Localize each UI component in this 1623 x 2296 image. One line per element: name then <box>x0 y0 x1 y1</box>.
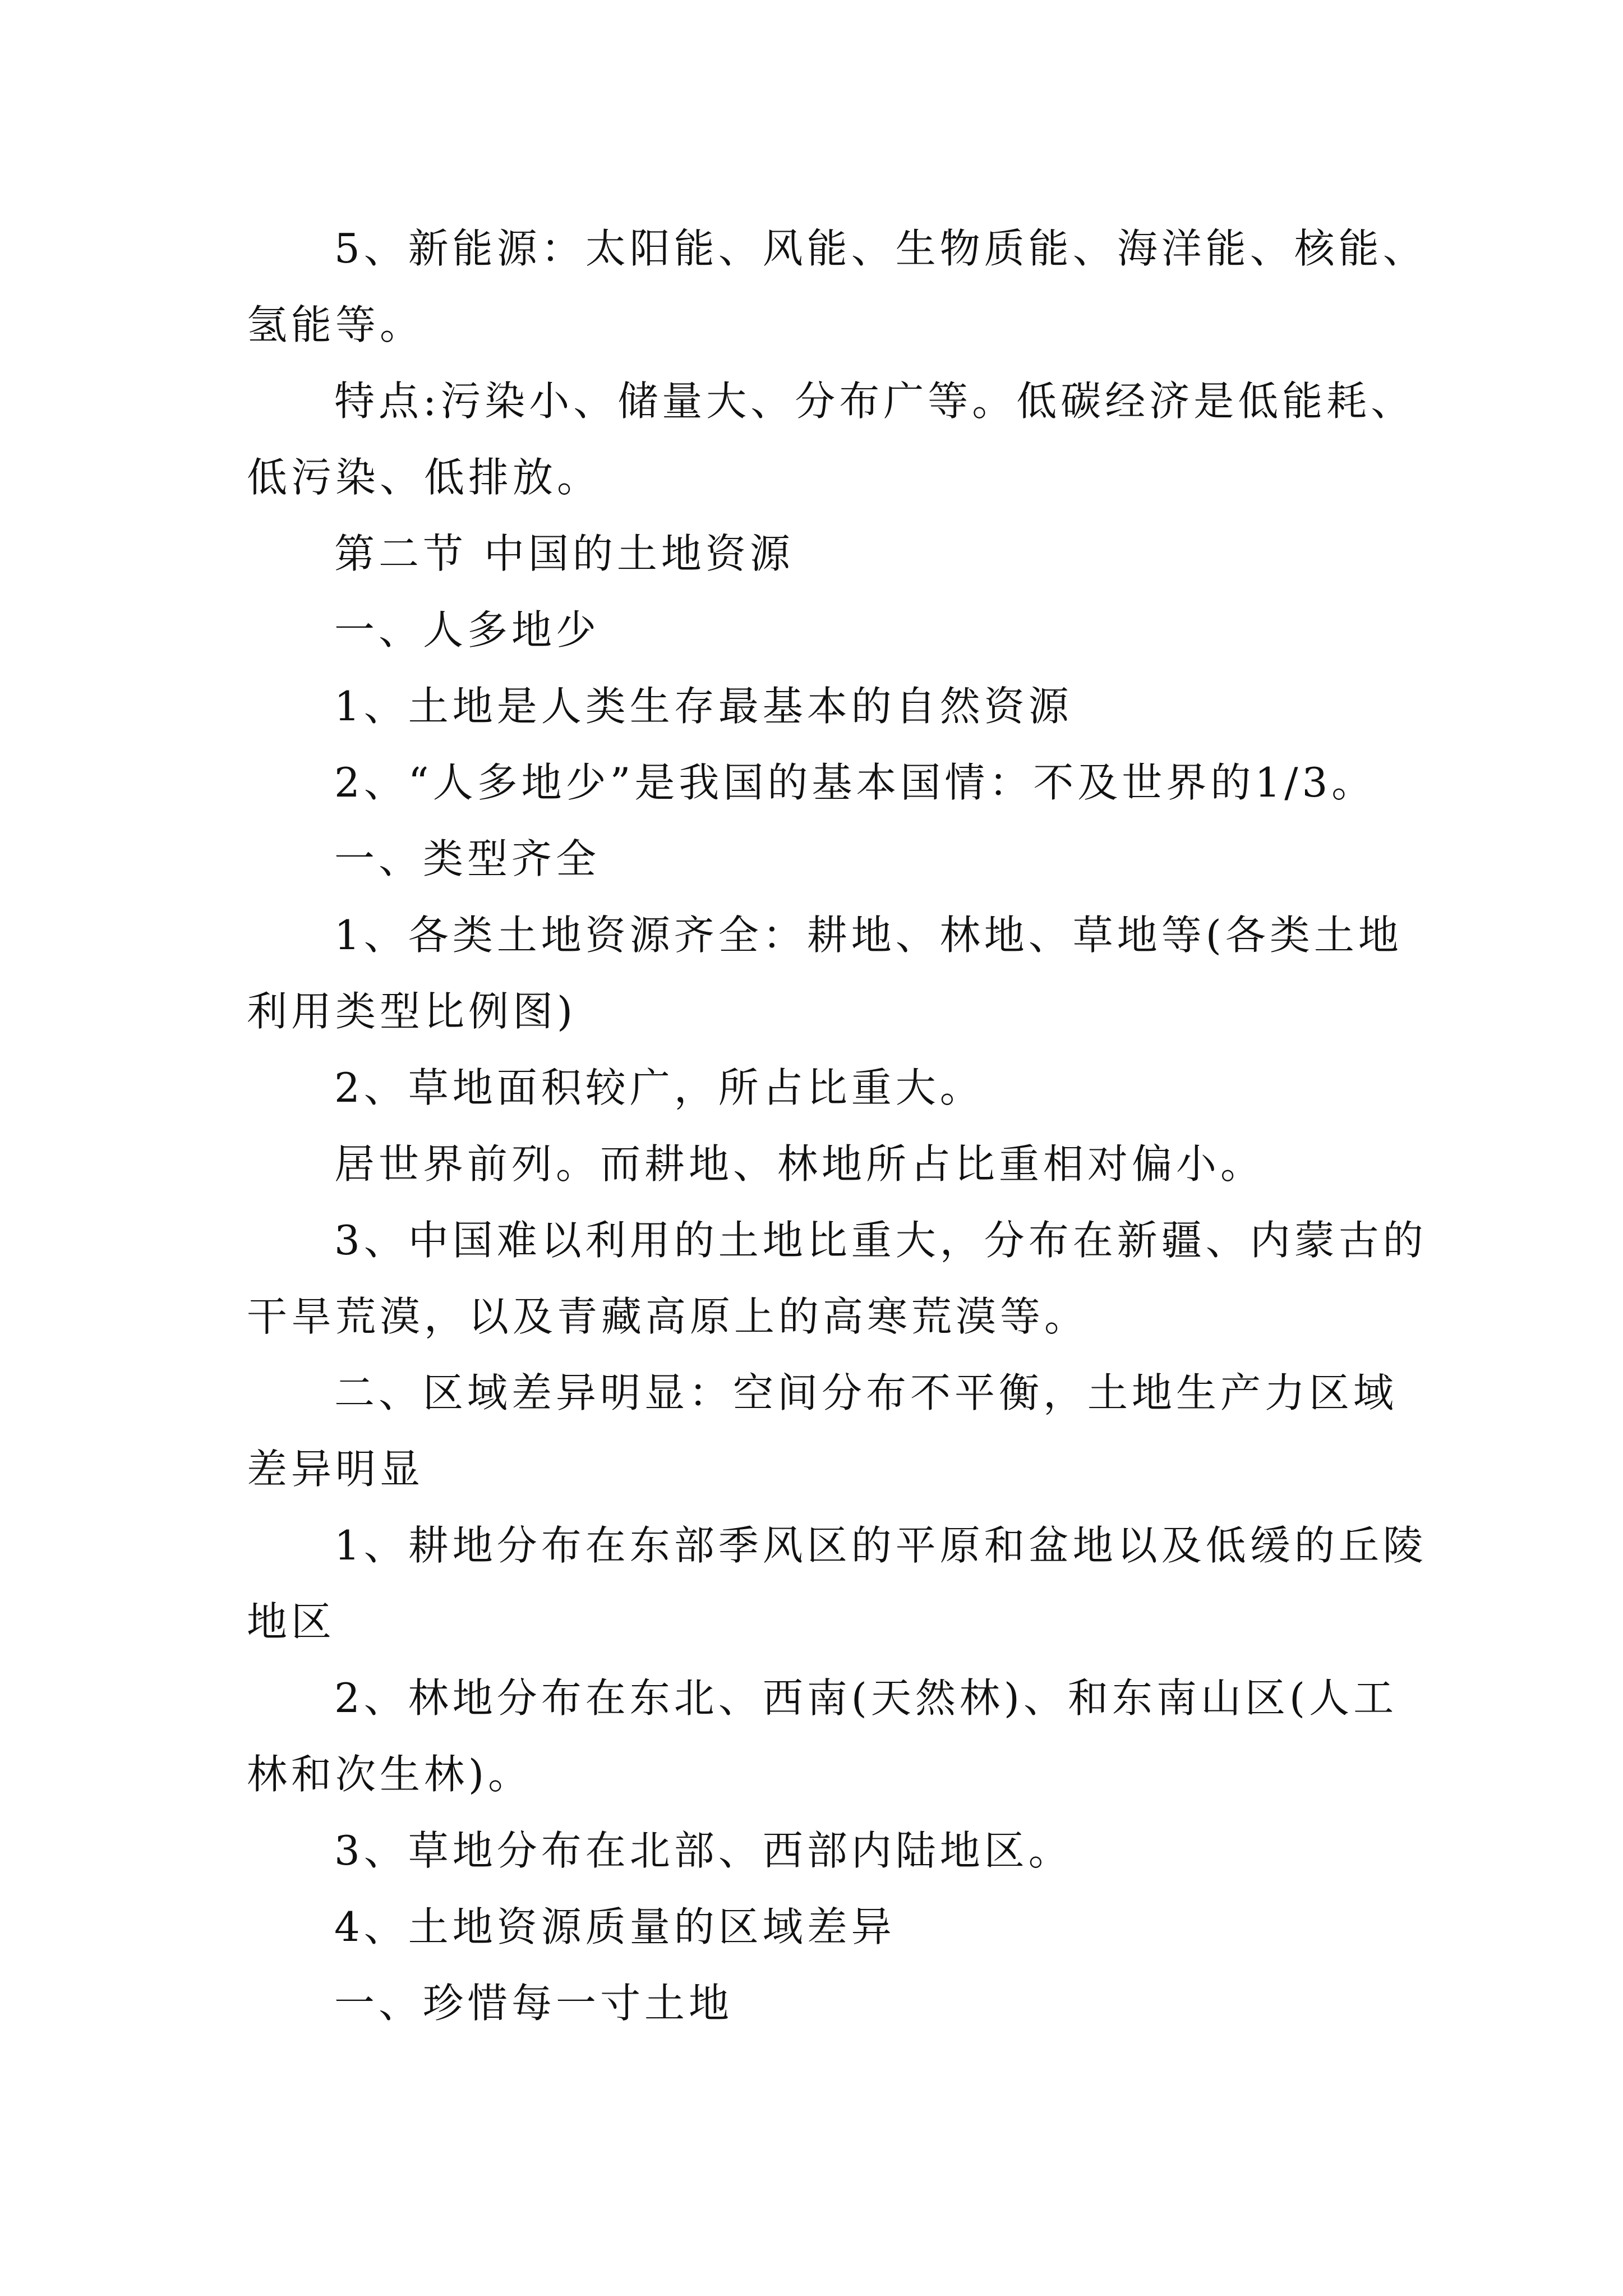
list-item: 1、各类土地资源齐全：耕地、林地、草地等(各类土地利用类型比例图) <box>247 912 1403 1035</box>
subheading-population-land: 一、人多地少 <box>334 606 601 654</box>
paragraph-features: 特点:污染小、储量大、分布广等。低碳经济是低能耗、低污染、低排放。 <box>247 378 1415 501</box>
list-item: 2、“人多地少”是我国的基本国情：不及世界的1/3。 <box>334 759 1376 806</box>
paragraph-new-energy: 5、新能源：太阳能、风能、生物质能、海洋能、核能、氢能等。 <box>247 225 1427 348</box>
list-item: 3、中国难以利用的土地比重大，分布在新疆、内蒙古的干旱荒漠，以及青藏高原上的高寒荒漠等。 <box>247 1217 1427 1340</box>
list-item: 1、耕地分布在东部季风区的平原和盆地以及低缓的丘陵地区 <box>247 1522 1427 1645</box>
list-item: 2、林地分布在东北、西南(天然林)、和东南山区(人工林和次生林)。 <box>247 1674 1398 1798</box>
list-item: 2、草地面积较广，所占比重大。 <box>334 1064 984 1111</box>
subheading-cherish-land: 一、珍惜每一寸土地 <box>334 1980 734 2027</box>
subheading-types: 一、类型齐全 <box>334 835 601 882</box>
list-item: 居世界前列。而耕地、林地所占比重相对偏小。 <box>334 1140 1265 1188</box>
section-heading: 第二节 中国的土地资源 <box>334 530 794 577</box>
list-item: 3、草地分布在北部、西部内陆地区。 <box>334 1827 1073 1874</box>
document-body <box>247 210 1436 2041</box>
subheading-regional-differences: 二、区域差异明显：空间分布不平衡，土地生产力区域差异明显 <box>247 1369 1398 1493</box>
list-item: 1、土地是人类生存最基本的自然资源 <box>334 683 1073 730</box>
list-item: 4、土地资源质量的区域差异 <box>334 1903 896 1950</box>
